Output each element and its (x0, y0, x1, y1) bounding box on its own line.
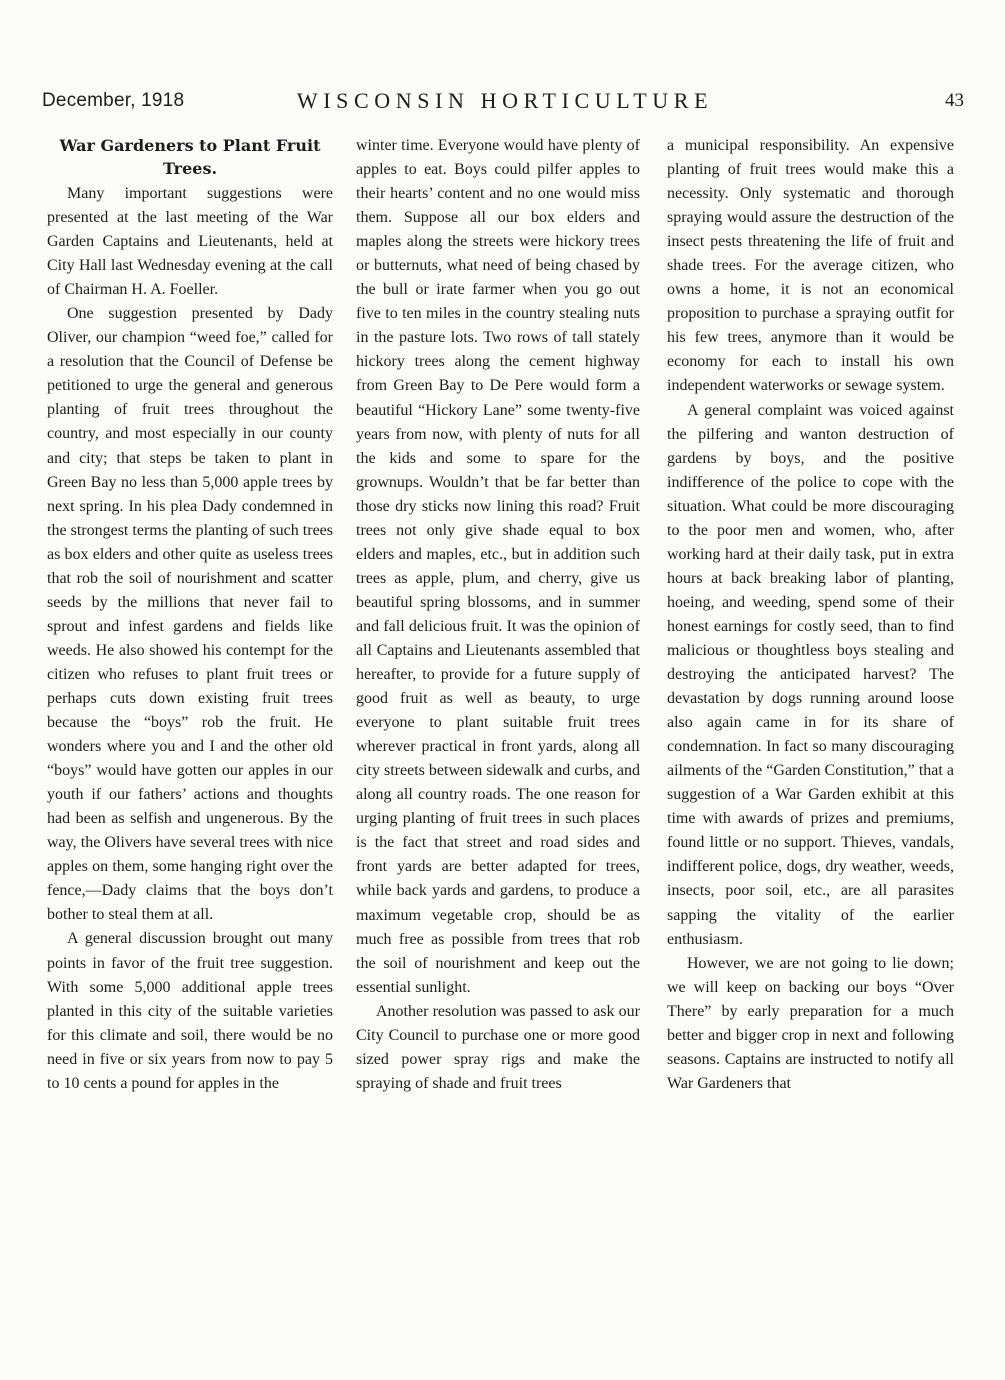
article-paragraph: Another resolution was passed to ask our City Council to purchase one or more good sized power spray rigs and make the spraying of shade and fruit trees (356, 1002, 640, 1092)
article-paragraph: Many important suggestions were presented at the last meeting of the War Garden Captains and Lieutenants, held at City Hall last Wednesday evening at the call of Chairman H. A. Foeller. (47, 185, 333, 299)
article-paragraph: One suggestion presented by Dady Oliver, our champion “weed foe,” called for a resolution that the Council of Defense be petitioned to urge the general and generous planting of fruit trees throughout the country, and most especially in our county and city; that steps be taken to plant in Green Bay no less than 5,000 apple trees by next spring. In his plea Dady condemned in the strongest terms the planting of such trees as box elders and other quite as useless trees that rob the soil of nourishment and scatter seeds by the millions that never fail to sprout and infest gardens and fields like weeds. He also showed his contempt for the citizen who refuses to plant fruit trees or perhaps cuts down existing fruit trees because the “boys” rob the fruit. He wonders where you and I and the other old “boys” would have gotten our apples in our youth if our fathers’ actions and thoughts had been as selfish and ungenerous. By the way, the Olivers have several trees with nice apples on them, some hanging right over the fence,—Dady claims that the boys don’t bother to steal them at all. (47, 305, 333, 924)
article-paragraph: A general complaint was voiced against the pilfering and wanton destruction of gardens by boys, and the positive indifference of the police to cope with the situation. What could be more discouraging to the poor men and women, who, after working hard at their daily task, put in extra hours at back breaking labor of planting, hoeing, and weeding, spend some of their honest earnings for costly seed, than to find malicious or thoughtless boys stealing and destroying the anticipated harvest? The devastation by dogs running around loose also again came in for its share of condemnation. In fact so many discouraging ailments of the “Garden Constitution,” that a suggestion of a War Garden exhibit at this time with awards of prizes and premiums, found little or no support. Thieves, vandals, indifferent police, dogs, dry weather, weeds, insects, poor soil, etc., are all parasites sapping the vitality of the earlier enthusiasm. (667, 401, 954, 948)
article-paragraph: winter time. Everyone would have plenty of apples to eat. Boys could pilfer apples to their hearts’ content and no one would miss them. Suppose all our box elders and maples along the streets were hickory trees or butternuts, what need of being chased by the bull or irate farmer when you go out five to ten miles in the country stealing nuts in the pasture lots. Two rows of tall stately hickory trees along the cement highway from Green Bay to De Pere would form a beautiful “Hickory Lane” some twenty-five years from now, with plenty of nuts for all the kids and some to spare for the grownups. Wouldn’t that be far better than those dry sticks now lining this road? Fruit trees not only give shade equal to box elders and maples, etc., but in addition such trees as apple, plum, and cherry, give us beautiful spring blossoms, and in summer and fall delicious fruit. It was the opinion of all Captains and Lieutenants assembled that hereafter, to provide for a future supply of good fruit as well as beauty, to urge everyone to plant suitable fruit trees wherever practical in front yards, along all city streets between sidewalk and curbs, and along all country roads. The one reason for urging planting of fruit trees in such places is the fact that street and road sides and front yards are better adapted for trees, while back yards and gardens, to produce a maximum vegetable crop, should be as much free as possible from trees that rob the soil of nourishment and keep out the essential sunlight. (356, 137, 640, 996)
article-column-3 (667, 134, 954, 1314)
article-column-2 (356, 134, 640, 1314)
article-title: War Gardeners to Plant Fruit Trees. (59, 136, 321, 178)
article-paragraph: A general discussion brought out many points in favor of the fruit tree suggestion. With some 5,000 additional apple trees planted in this city of the suitable varieties for this climate and soil, there would be no need in five or six years from now to pay 5 to 10 cents a pound for apples in the (47, 930, 333, 1092)
issue-date: December, 1918 (42, 90, 185, 111)
journal-title: WISCONSIN HORTICULTURE (296, 88, 714, 113)
article-paragraph: a municipal responsibility. An expensive planting of fruit trees would make this a necessity. Only systematic and thorough spraying would assure the destruction of the insect pests threatening the life of fruit and shade trees. For the average citizen, who owns a home, it is not an economical proposition to purchase a spraying outfit for his few trees, anymore than it would be economy for each to install his own independent waterworks or sewage system. (667, 137, 954, 395)
page-header (42, 90, 964, 114)
article-column-1 (47, 134, 333, 1314)
page-number: 43 (945, 90, 964, 111)
article-paragraph: However, we are not going to lie down; we will keep on backing our boys “Over There” by early preparation for a much better and bigger crop in next and following seasons. Captains are instructed to notify all War Gardeners that (667, 954, 954, 1092)
